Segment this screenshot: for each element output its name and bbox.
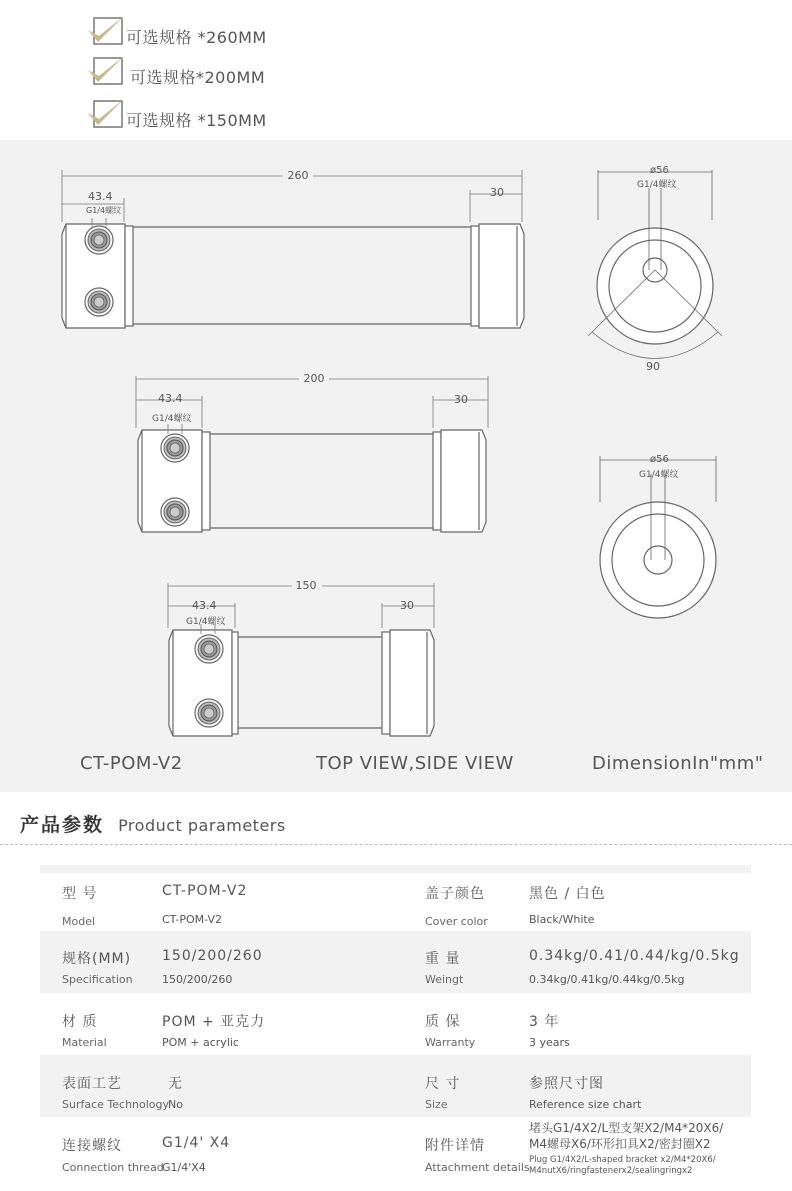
table-row [40,873,751,931]
check-icon [86,54,126,90]
param-value: 150/200/260 [162,948,263,964]
option-label: 可选规格 *260MM [126,28,267,47]
option-200 [86,54,386,90]
param-value-en: 0.34kg/0.41kg/0.44kg/0.5kg [529,973,685,986]
check-icon [86,14,126,50]
side-view-top [588,170,722,359]
table-row [40,1117,751,1179]
length-label-260: 260 [287,169,309,182]
param-value-en: 150/200/260 [162,973,233,986]
diameter-label: ø56 [650,454,669,465]
param-value: 黑色 / 白色 [529,886,606,902]
thread-label: G1/4螺纹 [152,414,192,424]
thread-label: G1/4螺纹 [637,180,677,190]
param-value: 0.34kg/0.41/0.44/kg/0.5kg [529,948,740,964]
param-name-en: Warranty [425,1036,476,1049]
param-value-en: CT-POM-V2 [162,913,222,926]
param-value: 3 年 [529,1014,560,1030]
attachment-line: Plug G1/4X2/L-shaped bracket x2/M4*20X6/ [529,1155,716,1165]
param-value-en: No [168,1098,183,1111]
cap-length-label: 43.4 [192,599,217,612]
option-label: 可选规格 *150MM [126,111,267,130]
option-150 [86,97,386,133]
cap-length-label: 43.4 [88,190,113,203]
param-name: 盖子颜色 [425,886,485,902]
side-view-bottom [600,456,716,618]
param-value: G1/4' X4 [162,1135,231,1151]
length-label-200: 200 [303,372,325,385]
diameter-label: ø56 [650,165,669,176]
param-name-en: Connection thread [62,1161,164,1174]
param-value: CT-POM-V2 [162,883,248,899]
param-value: 无 [168,1076,183,1092]
model-label: CT-POM-V2 [80,753,183,774]
param-name-en: Attachment details [425,1161,530,1174]
table-row [40,993,751,1055]
end-length-label: 30 [400,599,414,612]
param-name-en: Weingt [425,973,464,986]
param-value-en: Reference size chart [529,1098,642,1111]
param-name-en: Cover color [425,915,488,928]
end-length-label: 30 [490,186,504,199]
param-name-en: Material [62,1036,107,1049]
params-table [40,865,751,1179]
param-value: 参照尺寸图 [529,1076,604,1092]
attachment-line: M4nutX6/ringfastenerx2/sealingringx2 [529,1166,693,1176]
end-length-label: 30 [454,393,468,406]
cap-length-label: 43.4 [158,392,183,405]
param-name: 型 号 [62,886,98,902]
table-row [40,1055,751,1117]
section-title [20,810,286,837]
param-name: 表面工艺 [62,1076,122,1092]
param-name: 重 量 [425,951,461,967]
param-value-en: G1/4'X4 [162,1161,206,1174]
param-value: POM + 亚克力 [162,1014,266,1030]
table-row [40,865,751,873]
section-divider [0,844,792,845]
section-title-en: Product parameters [118,816,286,835]
section-title-cn: 产品参数 [20,814,105,836]
thread-label: G1/4螺纹 [639,470,679,480]
param-name: 附件详情 [425,1138,485,1154]
param-name-en: Surface Technology [62,1098,170,1111]
param-name: 质 保 [425,1014,461,1030]
thread-label: G1/4螺纹 [86,206,122,215]
table-row [40,931,751,993]
param-name: 材 质 [62,1014,98,1030]
option-260 [86,14,386,50]
param-name-en: Size [425,1098,448,1111]
option-label: 可选规格*200MM [130,68,266,87]
attachment-line: M4螺母X6/环形扣具X2/密封圈X2 [529,1137,711,1151]
param-value-en: Black/White [529,913,595,926]
param-value-en: POM + acrylic [162,1036,239,1049]
param-value-en: 3 years [529,1036,570,1049]
param-name-en: Model [62,915,96,928]
param-name: 规格(MM) [62,951,132,967]
angle-label: 90 [646,360,660,373]
attachment-line: 堵头G1/4X2/L型支架X2/M4*20X6/ [529,1121,724,1135]
length-label-150: 150 [295,579,317,592]
reservoir-150 [169,630,434,736]
thread-label: G1/4螺纹 [186,617,226,627]
param-name: 尺 寸 [425,1076,461,1092]
unit-label: DimensionIn"mm" [592,753,764,774]
check-icon [86,97,126,133]
reservoir-260 [62,224,524,328]
technical-drawing [0,140,792,792]
param-name: 连接螺纹 [62,1138,122,1154]
param-name-en: Specification [62,973,133,986]
view-label: TOP VIEW,SIDE VIEW [316,753,514,774]
drawing-canvas [0,140,792,792]
reservoir-200 [138,430,486,532]
